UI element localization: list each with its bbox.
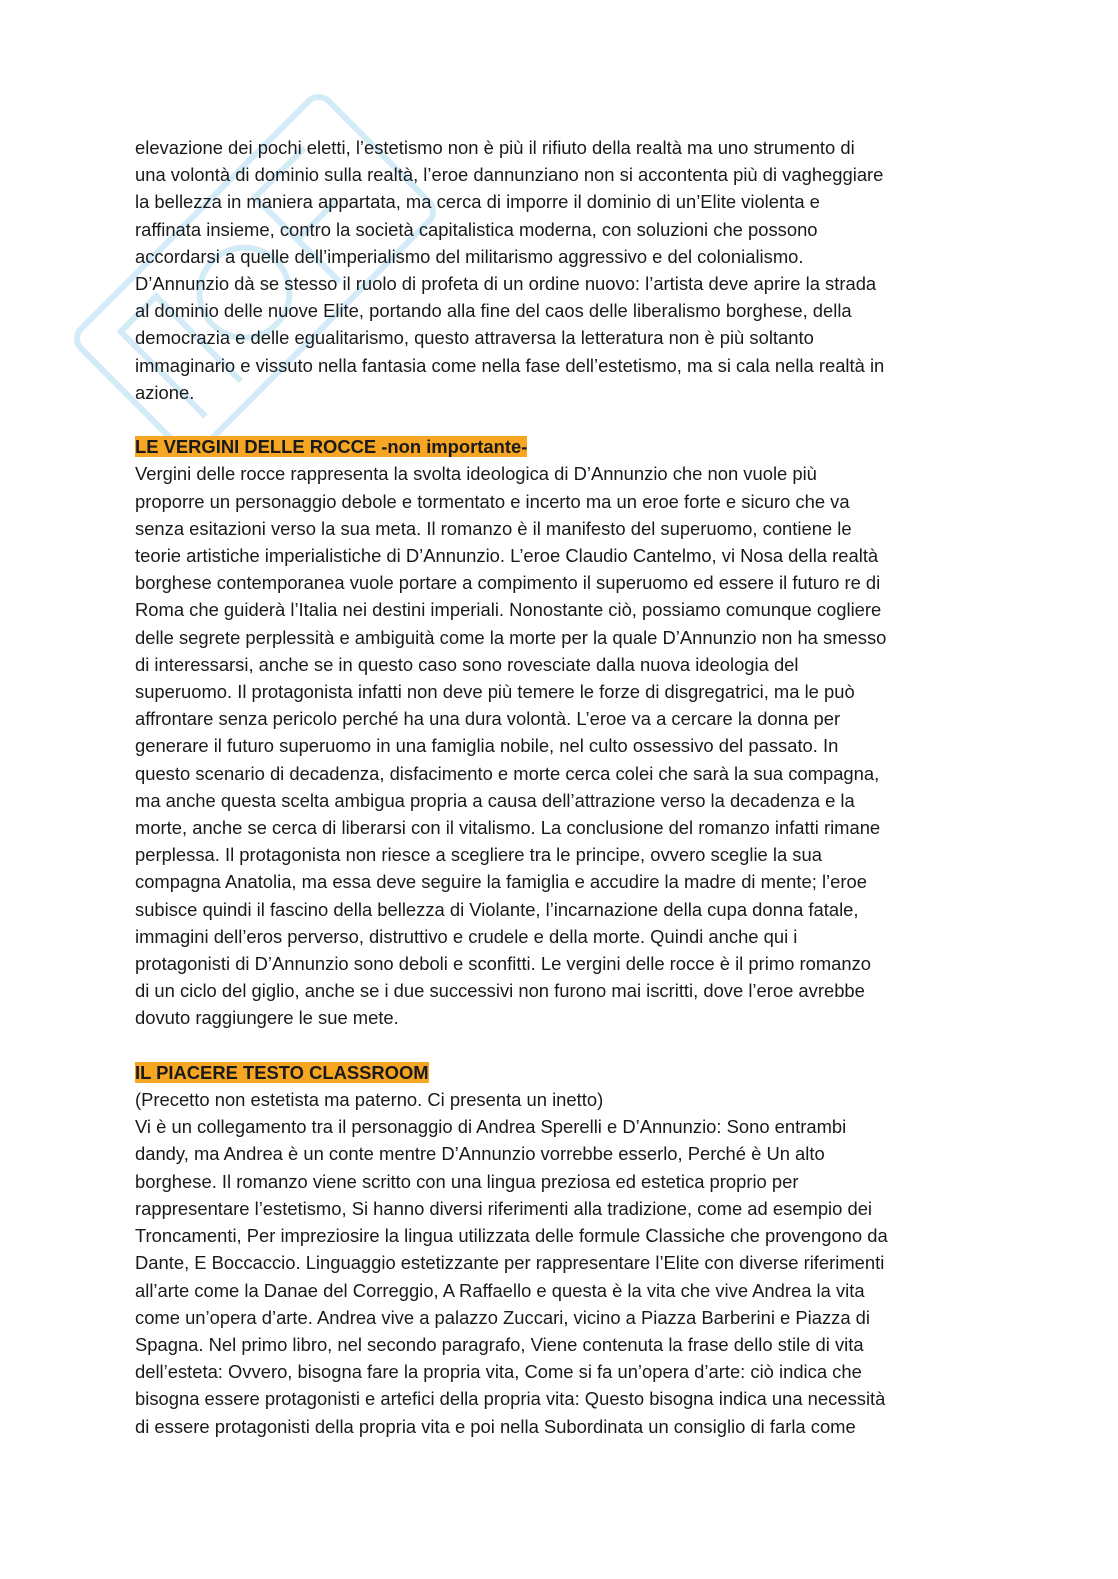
document-page xyxy=(135,134,985,1440)
spacer xyxy=(135,406,985,433)
piacere-paragraph: Vi è un collegamento tra il personaggio di Andrea Sperelli e D’Annunzio: Sono entrambi dandy, ma Andrea è un conte mentre D’Annunzio vorrebbe esserlo, Perché è Un alto borghese. Il romanzo viene scritto con una lingua preziosa ed estetica proprio per rappresentare l’estetismo, Si hanno diversi riferimenti alla tradizione, come ad esempio dei Troncamenti, Per impreziosire la lingua utilizzata delle formule Classiche che provengono da Dante, E Boccaccio. Linguaggio estetizzante per rappresentare l’Elite con diverse riferimenti all’arte come la Danae del Correggio, A Raffaello e questa è la vita che vive Andrea la vita come un’opera d’arte. Andrea vive a palazzo Zuccari, vicino a Piazza Barberini e Piazza di Spagna. Nel primo libro, nel secondo paragrafo, Viene contenuta la frase dello stile di vita dell’esteta: Ovvero, bisogna fare la propria vita, Come si fa un’opera d’arte: ciò indica che bisogna essere protagonisti e artefici della propria vita: Questo bisogna indica una necessità di essere protagonisti della propria vita e poi nella Subordinata un consiglio di farla come xyxy=(135,1116,888,1437)
section-heading-vergini xyxy=(135,433,985,460)
intro-paragraph: elevazione dei pochi eletti, l’estetismo non è più il rifiuto della realtà ma uno strumento di una volontà di dominio sulla realtà, l’eroe dannunziano non si accontenta più di vagheggiare la bellezza in maniera appartata, ma cerca di imporre il dominio di un’Elite violenta e raffinata insieme, contro la società capitalistica moderna, con soluzioni che possono accordarsi a quelle dell’imperialismo del militarismo aggressivo e del colonialismo. D’Annunzio dà se stesso il ruolo di profeta di un ordine nuovo: l’artista deve aprire la strada al dominio delle nuove Elite, portando alla fine del caos delle liberalismo borghese, della democrazia e delle egualitarismo, questo attraversa la letteratura non è più soltanto immaginario e vissuto nella fantasia come nella fase dell’estetismo, ma si cala nella realtà in azione. xyxy=(135,137,885,403)
section-heading-piacere xyxy=(135,1059,985,1086)
piacere-subtitle: (Precetto non estetista ma paterno. Ci presenta un inetto) xyxy=(135,1089,604,1111)
spacer xyxy=(135,1032,985,1059)
highlighted-heading-text: IL PIACERE TESTO CLASSROOM xyxy=(135,1061,429,1083)
highlighted-heading-text: LE VERGINI DELLE ROCCE -non importante- xyxy=(135,436,528,458)
vergini-paragraph: Vergini delle rocce rappresenta la svolta ideologica di D’Annunzio che non vuole più proporre un personaggio debole e tormentato e incerto ma un eroe forte e sicuro che va senza esitazioni verso la sua meta. Il romanzo è il manifesto del superuomo, contiene le teorie artistiche imperialistiche di D’Annunzio. L’eroe Claudio Cantelmo, vi Nosa della realtà borghese contemporanea vuole portare a compimento il superuomo ed essere il futuro re di Roma che guiderà l’Italia nei destini imperiali. Nonostante ciò, possiamo comunque cogliere delle segrete perplessità e ambiguità come la morte per la quale D’Annunzio non ha smesso di interessarsi, anche se in questo caso sono rovesciate dalla nuova ideologia del superuomo. Il protagonista infatti non deve più temere le forze di disgregatrici, ma le può affrontare senza pericolo perché ha una dura volontà. L’eroe va a cercare la donna per generare il futuro superuomo in una famiglia nobile, nel culto ossessivo del passato. In questo scenario di decadenza, disfacimento e morte cerca colei che sarà la sua compagna, ma anche questa scelta ambigua propria a causa dell’attrazione verso la decadenza e la morte, anche se cerca di liberarsi con il vitalismo. La conclusione del romanzo infatti rimane perplessa. Il protagonista non riesce a scegliere tra le principe, ovvero sceglie la sua compagna Anatolia, ma essa deve seguire la famiglia e accudire la madre di mente; l’eroe subisce quindi il fascino della bellezza di Violante, l’incarnazione della cupa donna fatale, immagini dell’eros perverso, distruttivo e crudele e della morte. Quindi anche qui i protagonisti di D’Annunzio sono deboli e sconfitti. Le vergini delle rocce è il primo romanzo di un ciclo del giglio, anche se i due successivi non furono mai iscritti, dove l’eroe avrebbe dovuto raggiungere le sue mete. xyxy=(135,463,887,1029)
